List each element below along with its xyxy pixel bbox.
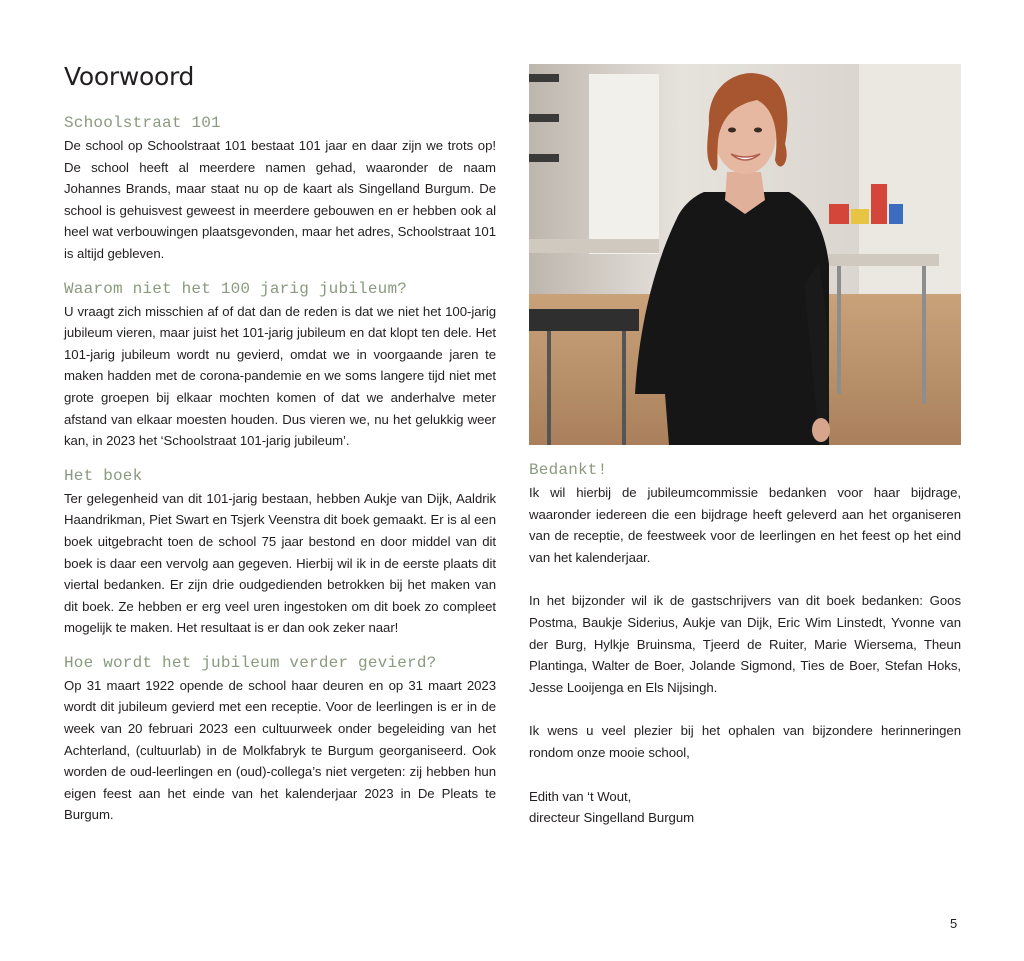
section-waarom bbox=[64, 279, 496, 452]
left-column bbox=[64, 113, 496, 840]
thanks-paragraph: Ik wil hierbij de jubileumcommissie bedanken voor haar bijdrage, waaronder iedereen die een bijdrage heeft geleverd aan het organiseren van de receptie, de feestweek voor de leerlingen en het feest op het eind van het kalenderjaar. bbox=[529, 485, 961, 565]
section-body: Op 31 maart 1922 opende de school haar deuren en op 31 maart 2023 wordt dit jubileum gevierd met een receptie. Voor de leerlingen is er in de week van 20 februari 2023 een cultuurweek onder begeleiding van het Achterland, (cultuurlab) in de Molkfabryk te Burgum georganiseerd. Ook worden de oud-leerlingen en (oud)-collega’s niet vergeten: zij hebben hun eigen feest aan het einde van het kalenderjaar 2023 in De Pleats te Burgum. bbox=[64, 677, 496, 823]
section-heading: Waarom niet het 100 jarig jubileum? bbox=[64, 279, 408, 298]
signature-name: Edith van ‘t Wout, bbox=[529, 788, 632, 804]
section-het-boek bbox=[64, 466, 496, 639]
portrait-photo bbox=[529, 64, 961, 445]
section-heading-bedankt: Bedankt! bbox=[529, 461, 608, 479]
section-body: U vraagt zich misschien af of dat dan de reden is dat we niet het 100-jarig jubileum vieren, maar juist het 101-jarig jubileum en dat klopt ten dele. Het 101-jarig jubileum wordt nu gevierd, omdat we in voorgaande jaren te maken hadden met de corona-pandemie en we soms langere tijd niet met grote groepen bij elkaar mochten komen of dat we anderhalve meter afstand van elkaar moesten houden. Dus vieren we, nu het gelukkig weer kan, in 2023 het ‘Schoolstraat 101-jarig jubileum’. bbox=[64, 303, 496, 449]
portrait-illustration bbox=[529, 64, 961, 445]
page-number: 5 bbox=[950, 916, 958, 931]
closing-paragraph: Ik wens u veel plezier bij het ophalen van bijzondere herinneringen rondom onze mooie school, bbox=[529, 723, 961, 760]
guest-writers-paragraph: In het bijzonder wil ik de gastschrijvers van dit boek bedanken: Goos Postma, Baukje Siderius, Aukje van Dijk, Eric Wim Linstedt, Yvonne van der Burg, Hylkje Bruinsma, Tjeerd de Ruiter, Marie Wiersema, Theun Plantinga, Walter de Boer, Jolande Sigmond, Ties de Boer, Stefan Hoks, Jesse Looijenga en Els Nijsingh. bbox=[529, 593, 961, 695]
section-schoolstraat bbox=[64, 113, 496, 265]
section-body: De school op Schoolstraat 101 bestaat 101 jaar en daar zijn we trots op! De school heeft al meerdere namen gehad, waaronder de naam Johannes Brands, maar staat nu op de kaart als Singelland Burgum. De school is gehuisvest geweest in meerdere gebouwen en er hebben ook al heel wat verbouwingen plaatsgevonden, maar het adres, Schoolstraat 101 is altijd gebleven. bbox=[64, 138, 496, 261]
section-heading: Hoe wordt het jubileum verder gevierd? bbox=[64, 653, 437, 672]
signature-role: directeur Singelland Burgum bbox=[529, 810, 695, 826]
section-body: Ter gelegenheid van dit 101-jarig bestaan, hebben Aukje van Dijk, Aaldrik Haandrikman, Piet Swart en Tsjerk Veenstra dit boek gemaakt. Er is al een boek uitgebracht toen de school 75 jaar bestond en door middel van dit boek is daar een vervolg aan gegeven. Hierbij wil ik in de eerste plaats dit viertal bedanken. Er zijn drie oudgedienden betrokken bij het maken van dit boek. Ze hebben er erg veel uren ingestoken om dit boek zo compleet mogelijk te maken. Het resultaat is er dan ook zeker naar! bbox=[64, 490, 496, 636]
right-column bbox=[529, 460, 961, 829]
section-heading: Het boek bbox=[64, 466, 143, 485]
page-title: Voorwoord bbox=[64, 62, 195, 91]
section-heading: Schoolstraat 101 bbox=[64, 114, 221, 132]
section-jubileum-gevierd bbox=[64, 653, 496, 826]
